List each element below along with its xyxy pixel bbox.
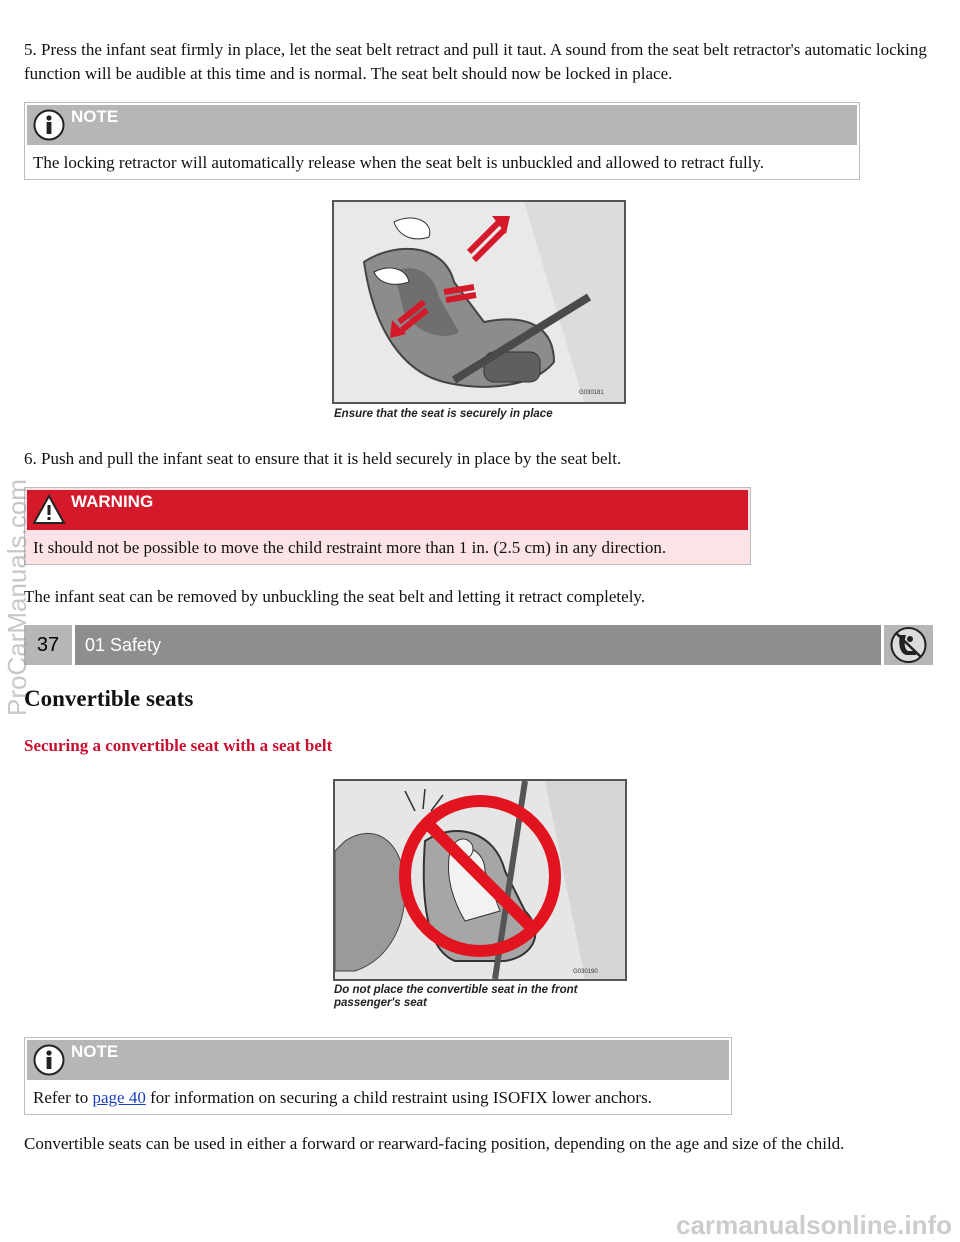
bottom-watermark: carmanualsonline.info	[676, 1210, 952, 1240]
page-number: 37	[24, 625, 72, 665]
note-text	[25, 1080, 731, 1117]
figure-code: G030190	[573, 969, 598, 975]
note-box	[24, 102, 860, 180]
removal-paragraph: The infant seat can be removed by unbuckling the seat belt and letting it retract completely.	[24, 587, 646, 606]
warning-triangle-icon	[33, 494, 65, 526]
infant-seat-figure	[332, 200, 626, 404]
convertible-seat-illustration	[335, 781, 625, 979]
warning-text: It should not be possible to move the child restraint more than 1 in. (2.5 cm) in any direction.	[33, 538, 667, 557]
figure-code: G030181	[579, 390, 604, 396]
child-seat-icon	[884, 625, 933, 665]
section-header-bar	[24, 625, 933, 665]
closing-paragraph: Convertible seats can be used in either a forward or rearward-facing position, depending on the age and size of the child.	[24, 1134, 845, 1153]
page-heading: Convertible seats	[24, 686, 194, 711]
note-label: NOTE	[71, 1042, 119, 1061]
figure-caption	[334, 984, 577, 1010]
note-label: NOTE	[71, 107, 119, 126]
section-title: 01 Safety	[75, 625, 881, 665]
page-40-link[interactable]: page 40	[92, 1088, 146, 1107]
info-icon	[33, 109, 65, 141]
note-header	[27, 105, 857, 145]
warning-box	[24, 487, 751, 565]
warning-label: WARNING	[71, 492, 154, 511]
note-header	[27, 1040, 729, 1080]
figure-caption-line1: Do not place the convertible seat in the front	[334, 984, 578, 996]
step6-paragraph: 6. Push and pull the infant seat to ensure that it is held securely in place by the seat belt.	[24, 449, 622, 468]
info-icon	[33, 1044, 65, 1076]
convertible-seat-figure	[333, 779, 627, 981]
note-box	[24, 1037, 732, 1115]
section-icon-box	[884, 625, 933, 665]
figure-caption: Ensure that the seat is securely in place	[334, 408, 553, 420]
figure-caption-line2: passenger's seat	[334, 997, 427, 1009]
infant-seat-illustration	[334, 202, 624, 402]
side-watermark: ProCarManuals.com	[2, 479, 32, 716]
note-text-before: Refer to	[33, 1088, 93, 1107]
note-text-after: for information on securing a child restraint using ISOFIX lower anchors.	[145, 1088, 652, 1107]
note-text: The locking retractor will automatically release when the seat belt is unbuckled and allowed to retract fully.	[33, 153, 765, 172]
warning-header	[27, 490, 748, 530]
subheading: Securing a convertible seat with a seat belt	[24, 736, 333, 755]
step5-paragraph: 5. Press the infant seat firmly in place, let the seat belt retract and pull it taut. A sound from the seat belt retractor's automatic locking function will be audible at this time and is normal. The seat belt should now be locked in place.	[24, 40, 927, 83]
